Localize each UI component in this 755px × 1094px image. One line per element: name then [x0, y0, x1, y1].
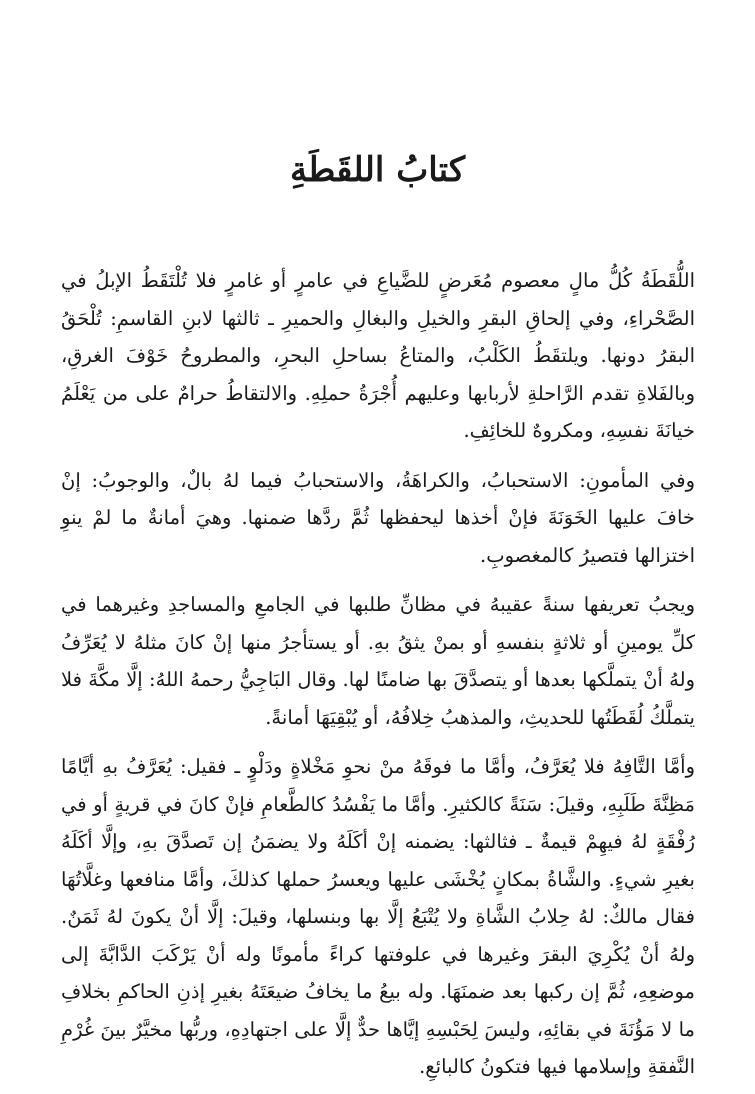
- paragraph-4: وأمَّا التَّافِهُ فلا يُعَرَّفُ، وأمَّا ما فوقَهُ منْ نحوِ مَخْلاةٍ ودَلْوٍ ـ فقيل: يُعَرَّفُ بهِ أيَّامًا مَظِنَّةَ طَلَبِهِ، وقيلَ: سَنَةً كالكثيرِ. وأمَّا ما يَفْسُدُ كالطَّعامِ فإنْ كانَ في قريةٍ أو في رُفْقَةٍ لهُ فيهِمْ قيمةٌ ـ فثالثها: يضمنه إنْ أكَلَهُ ولا يضمَنُ إن تَصدَّقَ بهِ، وإلَّا أكَلَهُ بغيرِ شيءٍ. والشَّاةُ بمكانٍ يُخْشَى عليها ويعسرُ حملها كذلكَ، وأمَّا منافعها وغلَّاتُهَا فقال مالكٌ: لهُ حِلابُ الشَّاةِ ولا يُتْبَعُ إلَّا بها وبنسلها، وقيلَ: إلَّا أنْ يكونَ لهُ ثَمَنٌ. ولهُ أنْ يُكْرِيَ البقرَ وغيرها في علوفتها كراءً مأمونًا وله أنْ يَرْكَبَ الدَّابَّةَ إلى موضعِهِ، ثُمَّ إن ركبها بعد ضمنَهَا. وله بيعُ ما يخافُ ضيعَتَهُ بغيرِ إذنِ الحاكمِ بخلافِ ما لا مَؤُنَةَ في بقائِهِ، وليسَ لِحَبْسِهِ إيَّاها حدٌّ إلَّا على اجتهادِهِ، وربُّها مخيَّرٌ بينَ غُرْمِ النَّفقةِ وإسلامها فيها فتكونُ كالبائعِ.: [61, 755, 695, 1078]
- body-text: [61, 262, 695, 1086]
- paragraph-3: ويجبُ تعريفها سنةً عقيبهُ في مظانِّ طلبها في الجامعِ والمساجدِ وغيرهما في كلِّ يومينِ أو ثلاثةٍ بنفسهِ أو بمنْ يثقُ بهِ. أو يستأجرُ منها إنْ كانَ مثلهُ لا يُعَرِّفُ ولهُ أنْ يتملَّكها بعدها أو يتصدَّقَ بها ضامنًا لها. وقال البَاجِيُّ رحمهُ اللهُ: إلَّا مكَّةَ فلا يتملَّكُ لُقَطَتُها للحديثِ، والمذهبُ خِلافُهُ، أو يُبْقِيَهَا أمانةً.: [61, 593, 695, 729]
- paragraph-2: وفي المأمونِ: الاستحبابُ، والكراهَةُ، والاستحبابُ فيما لهُ بالٌ، والوجوبُ: إنْ خافَ عليها الخَوَنَةَ فإنْ أخذها ليحفظها ثُمَّ ردَّها ضمنها. وهيَ أمانةٌ ما لمْ ينوِ اختزالها فتصيرُ كالمغصوبِ.: [61, 468, 695, 567]
- paragraph-1: اللُّقَطَةُ كُلُّ مالٍ معصوم مُعَرضٍ للضَّياعِ في عامرٍ أو غامرٍ فلا تُلْتَقَطُ الإبلُ في الصَّحْراءِ، وفي إلحاقِ البقرِ والخيلِ والبغالِ والحميرِ ـ ثالثها لابنِ القاسمِ: تُلْحَقُ البقرُ دونها. ويلتقَطُ الكَلْبُ، والمتاعُ بساحلِ البحرِ، والمطروحُ خَوْفَ الغرقِ، وبالفَلاةِ تقدم الرَّاحلةِ لأربابها وعليهم أُجْرَةُ حملِهِ. والالتقاطُ حرامٌ على من يَعْلَمُ خيانَةَ نفسِهِ، ومكروهٌ للخائِفِ.: [61, 269, 695, 442]
- chapter-title: كتابُ اللقَطَةِ: [289, 150, 466, 190]
